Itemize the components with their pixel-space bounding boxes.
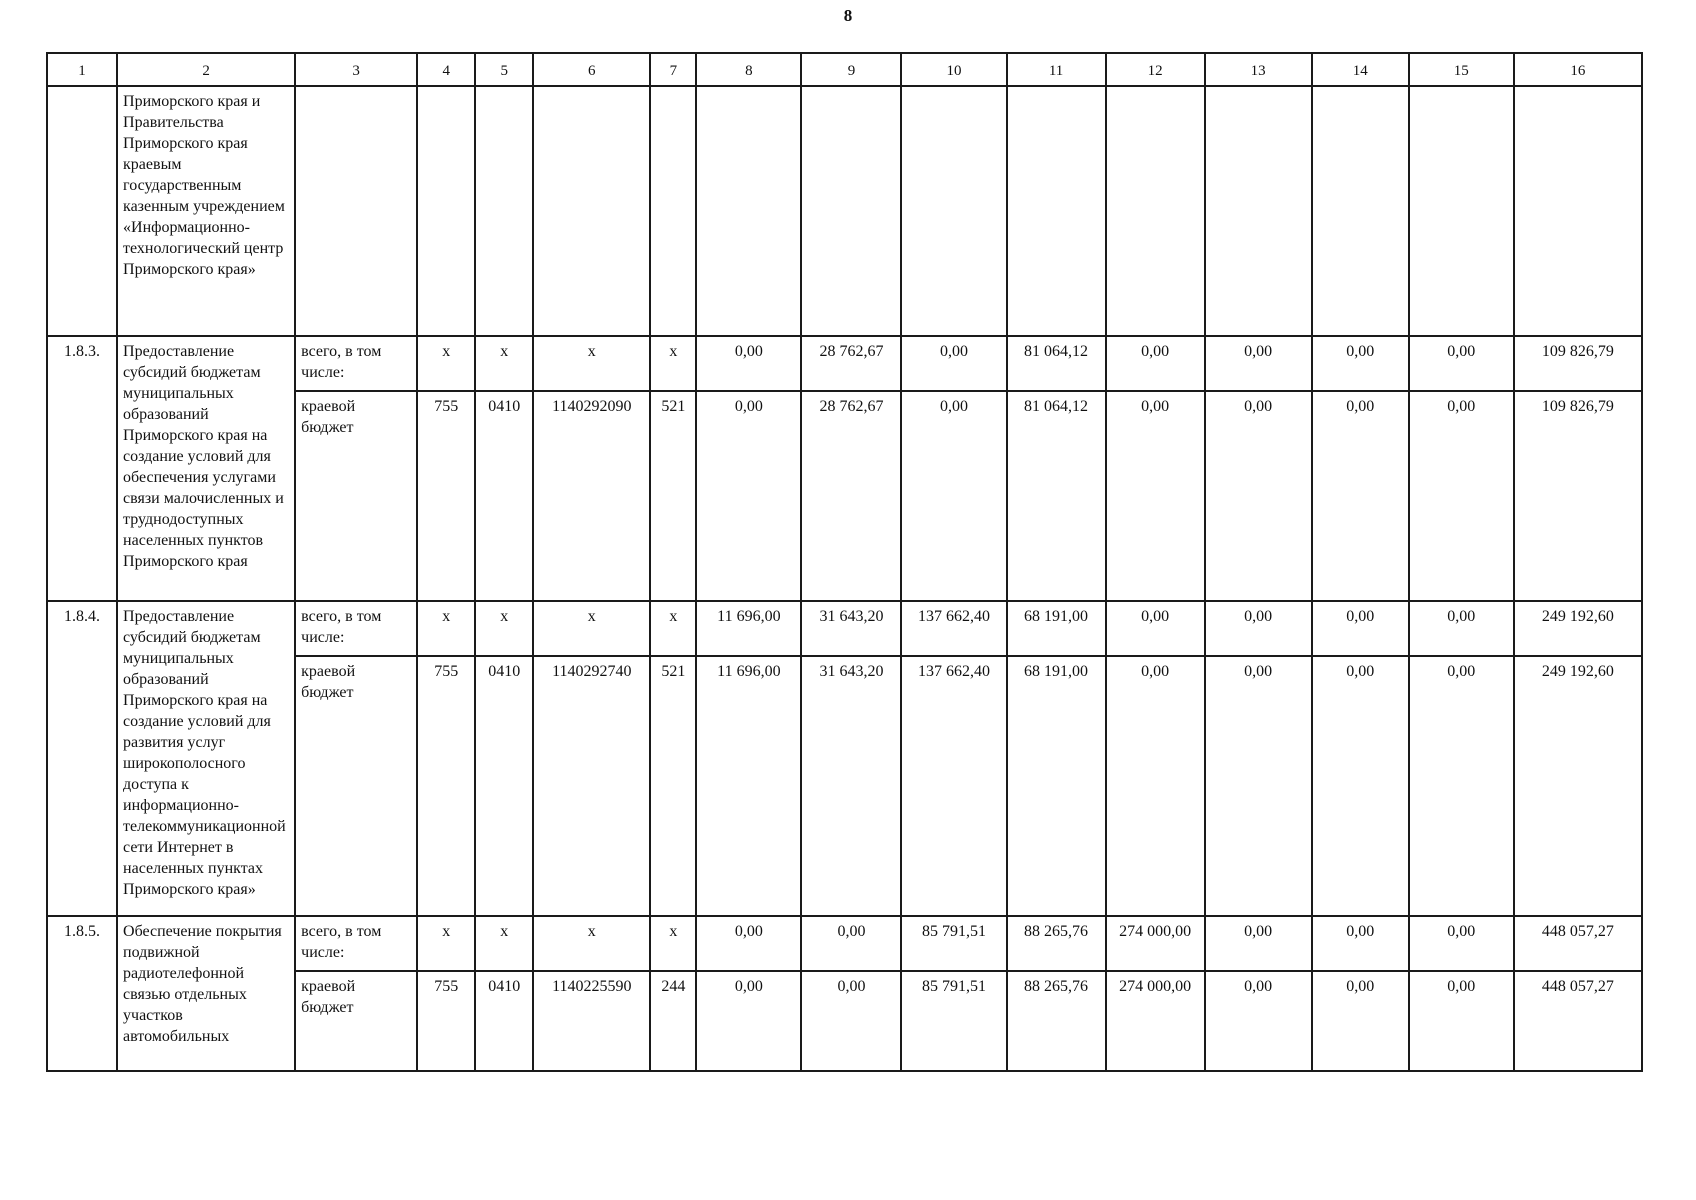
value-cell: 85 791,51 — [901, 971, 1006, 1071]
funding-source: всего, в том числе: — [295, 336, 417, 391]
table-cell — [1409, 86, 1514, 336]
value-cell: 0,00 — [1106, 601, 1205, 656]
value-cell: 137 662,40 — [901, 601, 1006, 656]
expense-type-code: 521 — [650, 656, 696, 916]
value-cell: 0,00 — [801, 916, 901, 971]
value-cell: 81 064,12 — [1007, 336, 1106, 391]
expense-type-code: х — [650, 336, 696, 391]
value-cell: 0,00 — [1312, 656, 1409, 916]
column-number: 2 — [117, 53, 295, 86]
ministry-code: х — [417, 916, 475, 971]
value-cell: 0,00 — [696, 916, 801, 971]
column-number: 10 — [901, 53, 1006, 86]
funding-source: краевой бюджет — [295, 391, 417, 601]
column-number: 16 — [1514, 53, 1642, 86]
value-cell: 0,00 — [696, 336, 801, 391]
funding-source: всего, в том числе: — [295, 916, 417, 971]
column-number: 5 — [475, 53, 533, 86]
section-code: 0410 — [475, 391, 533, 601]
value-cell: 0,00 — [1312, 971, 1409, 1071]
row-index: 1.8.5. — [47, 916, 117, 1071]
value-cell: 88 265,76 — [1007, 971, 1106, 1071]
table-cell — [417, 86, 475, 336]
measure-name: Обеспечение покрытия подвижной радиотелефонной связью отдельных участков автомобильных — [117, 916, 295, 1071]
table-cell — [47, 86, 117, 336]
section-code: х — [475, 336, 533, 391]
continuation-row — [47, 86, 1642, 336]
column-number-row — [47, 53, 1642, 86]
value-cell: 28 762,67 — [801, 391, 901, 601]
value-cell: 0,00 — [1205, 916, 1312, 971]
value-cell: 0,00 — [696, 391, 801, 601]
value-cell: 31 643,20 — [801, 656, 901, 916]
ministry-code: х — [417, 601, 475, 656]
value-cell: 0,00 — [1205, 391, 1312, 601]
ministry-code: 755 — [417, 971, 475, 1071]
target-item-code: 1140292090 — [533, 391, 650, 601]
section-code: 0410 — [475, 656, 533, 916]
value-cell: 0,00 — [1106, 336, 1205, 391]
value-cell: 0,00 — [1409, 601, 1514, 656]
column-number: 12 — [1106, 53, 1205, 86]
value-cell: 0,00 — [1312, 336, 1409, 391]
table-cell — [801, 86, 901, 336]
value-cell: 0,00 — [1312, 601, 1409, 656]
column-number: 3 — [295, 53, 417, 86]
expense-type-code: 244 — [650, 971, 696, 1071]
table-cell — [533, 86, 650, 336]
value-cell: 0,00 — [1409, 336, 1514, 391]
total-value-cell: 109 826,79 — [1514, 391, 1642, 601]
expense-type-code: х — [650, 916, 696, 971]
table-cell — [1514, 86, 1642, 336]
value-cell: 0,00 — [1106, 656, 1205, 916]
value-cell: 0,00 — [1205, 601, 1312, 656]
table-cell — [475, 86, 533, 336]
value-cell: 11 696,00 — [696, 656, 801, 916]
value-cell: 274 000,00 — [1106, 916, 1205, 971]
table-row-total — [47, 916, 1642, 971]
funding-source: краевой бюджет — [295, 656, 417, 916]
target-item-code: х — [533, 601, 650, 656]
column-number: 7 — [650, 53, 696, 86]
total-value-cell: 249 192,60 — [1514, 601, 1642, 656]
column-number: 1 — [47, 53, 117, 86]
section-code: х — [475, 916, 533, 971]
value-cell: 68 191,00 — [1007, 601, 1106, 656]
value-cell: 0,00 — [1312, 916, 1409, 971]
value-cell: 0,00 — [1312, 391, 1409, 601]
table-cell — [295, 86, 417, 336]
value-cell: 81 064,12 — [1007, 391, 1106, 601]
ministry-code: 755 — [417, 656, 475, 916]
value-cell: 0,00 — [901, 336, 1006, 391]
column-number: 8 — [696, 53, 801, 86]
table-row-total — [47, 601, 1642, 656]
funding-source: краевой бюджет — [295, 971, 417, 1071]
value-cell: 85 791,51 — [901, 916, 1006, 971]
section-code: х — [475, 601, 533, 656]
target-item-code: 1140225590 — [533, 971, 650, 1071]
budget-table — [46, 52, 1643, 1072]
column-number: 11 — [1007, 53, 1106, 86]
target-item-code: 1140292740 — [533, 656, 650, 916]
table-cell — [1312, 86, 1409, 336]
table-cell — [1106, 86, 1205, 336]
measure-name: Предоставление субсидий бюджетам муниципальных образований Приморского края на создание условий для обеспечения услугами связи малочисленных и труднодоступных населенных пунктов Приморского края — [117, 336, 295, 601]
measure-name: Предоставление субсидий бюджетам муниципальных образований Приморского края на создание условий для развития услуг широкополосного доступа к информационно-телекоммуникационной сети Интернет в населенных пунктах Приморского края» — [117, 601, 295, 916]
value-cell: 274 000,00 — [1106, 971, 1205, 1071]
funding-source: всего, в том числе: — [295, 601, 417, 656]
page-number: 8 — [843, 6, 853, 25]
column-number: 6 — [533, 53, 650, 86]
table-cell — [1007, 86, 1106, 336]
row-index: 1.8.3. — [47, 336, 117, 601]
column-number: 9 — [801, 53, 901, 86]
value-cell: 68 191,00 — [1007, 656, 1106, 916]
value-cell: 28 762,67 — [801, 336, 901, 391]
total-value-cell: 448 057,27 — [1514, 971, 1642, 1071]
column-number: 15 — [1409, 53, 1514, 86]
table-cell — [650, 86, 696, 336]
value-cell: 0,00 — [1409, 971, 1514, 1071]
table-cell — [901, 86, 1006, 336]
value-cell: 0,00 — [1205, 336, 1312, 391]
value-cell: 0,00 — [1409, 391, 1514, 601]
row-index: 1.8.4. — [47, 601, 117, 916]
value-cell: 0,00 — [696, 971, 801, 1071]
ministry-code: 755 — [417, 391, 475, 601]
value-cell: 0,00 — [1205, 656, 1312, 916]
value-cell: 0,00 — [1409, 916, 1514, 971]
target-item-code: х — [533, 336, 650, 391]
table-cell — [1205, 86, 1312, 336]
value-cell: 31 643,20 — [801, 601, 901, 656]
value-cell: 11 696,00 — [696, 601, 801, 656]
value-cell: 137 662,40 — [901, 656, 1006, 916]
total-value-cell: 249 192,60 — [1514, 656, 1642, 916]
ministry-code: х — [417, 336, 475, 391]
column-number: 4 — [417, 53, 475, 86]
table-row-total — [47, 336, 1642, 391]
value-cell: 0,00 — [1205, 971, 1312, 1071]
total-value-cell: 109 826,79 — [1514, 336, 1642, 391]
table-cell — [696, 86, 801, 336]
value-cell: 0,00 — [801, 971, 901, 1071]
target-item-code: х — [533, 916, 650, 971]
column-number: 13 — [1205, 53, 1312, 86]
expense-type-code: х — [650, 601, 696, 656]
column-number: 14 — [1312, 53, 1409, 86]
section-code: 0410 — [475, 971, 533, 1071]
continuation-text: Приморского края и Правительства Приморского края краевым государственным казенным учреждением «Информационно-технологический центр Приморского края» — [117, 86, 295, 336]
value-cell: 0,00 — [1106, 391, 1205, 601]
value-cell: 0,00 — [901, 391, 1006, 601]
total-value-cell: 448 057,27 — [1514, 916, 1642, 971]
value-cell: 88 265,76 — [1007, 916, 1106, 971]
expense-type-code: 521 — [650, 391, 696, 601]
value-cell: 0,00 — [1409, 656, 1514, 916]
